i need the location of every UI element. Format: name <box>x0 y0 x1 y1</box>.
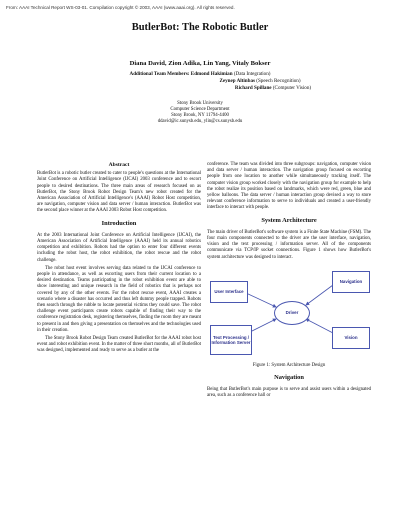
navigation-heading: Navigation <box>274 374 304 382</box>
system-architecture-figure <box>208 267 370 359</box>
arrow-nav-driver <box>306 285 333 305</box>
navigation-text: Being that ButlerBot's main purpose is to serve and assist users within a designated area, such as a conference hall or <box>207 387 371 399</box>
team-member-role: (Data Integration) <box>233 71 271 77</box>
authors: Diana David, Zion Adika, Lin Yang, Vitaly Bokser <box>129 60 271 67</box>
navigation-box: Navigation <box>332 271 370 293</box>
intro-paragraph: The robot host event involves serving data related to the IJCAI conference to people in attendance, as well as escorting users from their current location to a desired destination. Teams participating in the robot exhibition event are able to show interesting and unique research in the field of robotics that is perhaps not covered by any of the other events. For the robot rescue event, AAAI creates a scenario where a disaster has occurred and thus left dummy people trapped. Robots then search through the rubble to locate potential victims they could save. The robot challenge event participants create robots capable of finding their way to the conference registration desk, registering themselves, finding the room they are meant to present in and then giving a presentation on themselves and the technologies used in their creation. <box>37 265 201 333</box>
intro-continued: conference. The team was divided into three subgroups: navigation, computer vision and data server / human interaction. The navigation group focused on escorting people from one location to another while simultaneously tracking itself. The computer vision group worked closely with the navigation group for example to help the robot realize its position based on landmarks, which were red, green, blue and yellow balloons. The data server / human interaction group devised a way to store relevant conference information to serve to individuals and created a user-friendly interface to interact with people. <box>207 162 371 211</box>
system-architecture-text: The main driver of ButlerBot's software system is a Finite State Machine (FSM). The four main components connected to the driver are the user interface, navigation, vision and the text processing / information server. All of the components communicate via TCP/IP socket connections. Figure 1 shows how ButlerBot's system architecture was designed to interact. <box>207 229 371 260</box>
paper-title: ButlerBot: The Robotic Butler <box>131 22 269 33</box>
team-label: Additional Team Members: <box>129 71 190 77</box>
team-line-3 <box>0 85 400 92</box>
intro-paragraph: At the 2003 International Joint Conference on Artificial Intelligence (IJCAI), the American Association of Artificial Intelligence (AAAI) held its annual robotics competition and exhibition. Robots had the option to enter four different events including the robot host, the robot exhibition, the robot rescue and the robot challenge. <box>37 232 201 263</box>
intro-paragraph: The Stony Brook Robot Design Team created ButlerBot for the AAAI robot host event and robot exhibition event. In the matter of three short months, all of ButlerBot was designed, implemented and ready to serve as a butler at the <box>37 336 201 354</box>
team-line-1 <box>0 71 400 78</box>
text-processing-box: Text Processing / Information Server <box>210 325 252 355</box>
right-column <box>207 162 371 402</box>
university: Stony Brook University <box>177 101 223 106</box>
user-interface-box: User Interface <box>210 281 248 303</box>
abstract-heading: Abstract <box>108 162 130 168</box>
emails: ddavid@ic.sunysb.edu, ylin@cs.sunysb.edu <box>157 118 243 124</box>
introduction-heading: Introduction <box>101 219 137 227</box>
team-member-name: Zeynep Altinbas <box>219 78 255 84</box>
copyright-header: From: AAAI Technical Report WS-03-01. Compilation copyright © 2003, AAAI (www.aaai.org). All rights reserved. <box>6 5 235 10</box>
address: Stony Brook, NY 11794-4400 <box>171 112 229 118</box>
affiliation <box>0 101 400 125</box>
driver-ellipse: Driver <box>274 301 310 325</box>
arrow-ui-driver <box>246 293 276 307</box>
additional-team <box>0 71 400 92</box>
figure-caption: Figure 1: System Architecture Design <box>252 362 326 368</box>
arrow-vision-driver <box>306 319 333 333</box>
vision-box: Vision <box>332 327 370 349</box>
department: Computer Science Department <box>170 106 230 112</box>
team-member-name: Edmond Hakimian <box>190 71 233 77</box>
team-line-2 <box>0 78 400 85</box>
team-member-role: (Computer Vision) <box>272 85 312 91</box>
team-member-name: Richard Spillane <box>234 85 272 91</box>
system-architecture-heading: System Architecture <box>261 216 317 224</box>
team-member-role: (Speech Recognition) <box>256 78 301 84</box>
arrow-text-driver <box>248 319 276 333</box>
abstract-text: ButlerBot is a robotic butler created to cater to people's questions at the International Joint Conference on Artificial Intelligence (IJCAI) 2003 conference and to escort people to desired destinations. The three main areas of research focused on as ButlerBot, the Stony Brook Robot Design Team's new robot created for the American Association of Artificial Intelligence's (AAAI) Robot Host competition, are navigation, computer vision and data server / human interaction. ButlerBot was the second place winner at the AAAI 2003 Robot Host competition. <box>37 171 201 214</box>
left-column <box>37 162 201 357</box>
